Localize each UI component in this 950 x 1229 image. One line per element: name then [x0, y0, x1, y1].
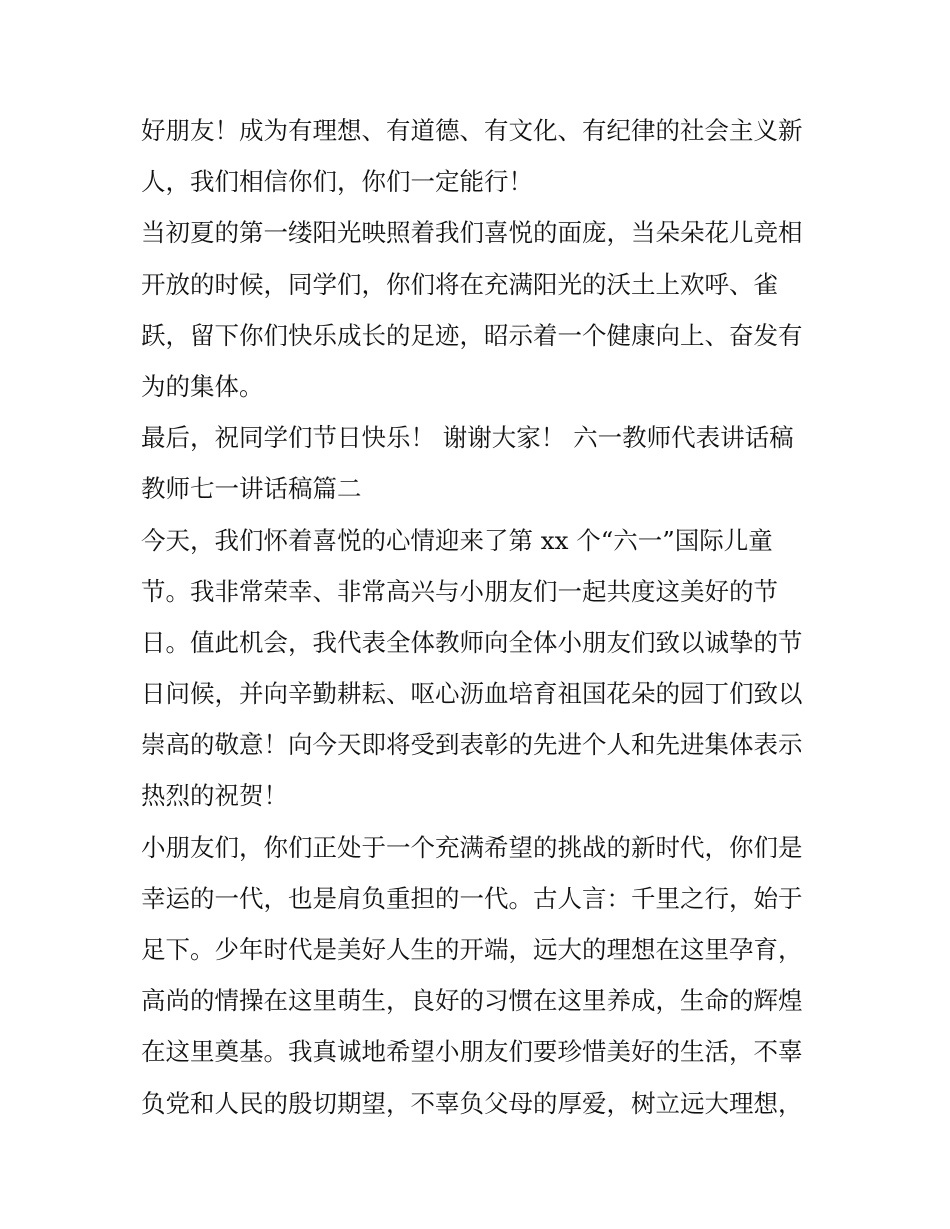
text-line-15: 小朋友们，你们正处于一个充满希望的挑战的新时代，你们是 [141, 832, 803, 862]
text-line-16: 幸运的一代，也是肩负重担的一代。古人言：千里之行，始于 [141, 883, 803, 913]
text-line-2: 人，我们相信你们，你们一定能行！ [141, 167, 533, 197]
body-text [141, 105, 821, 1129]
text-line-19: 在这里奠基。我真诚地希望小朋友们要珍惜美好的生活，不辜 [141, 1037, 803, 1067]
text-line-13: 崇高的敬意！向今天即将受到表彰的先进个人和先进集体表示 [141, 730, 803, 760]
text-line-8: 教师七一讲话稿篇二 [141, 474, 362, 504]
text-line-9: 今天，我们怀着喜悦的心情迎来了第 xx 个“六一”国际儿童 [141, 525, 773, 555]
text-line-6: 为的集体。 [141, 371, 264, 401]
text-line-11: 日。值此机会，我代表全体教师向全体小朋友们致以诚挚的节 [141, 627, 803, 657]
text-line-7: 最后，祝同学们节日快乐！ 谢谢大家！ 六一教师代表讲话稿 [141, 423, 794, 453]
text-line-3: 当初夏的第一缕阳光映照着我们喜悦的面庞，当朵朵花儿竞相 [141, 218, 803, 248]
text-line-1: 好朋友！成为有理想、有道德、有文化、有纪律的社会主义新 [141, 116, 803, 145]
text-line-20: 负党和人民的殷切期望，不辜负父母的厚爱，树立远大理想， [141, 1088, 803, 1118]
text-line-18: 高尚的情操在这里萌生，良好的习惯在这里养成，生命的辉煌 [141, 986, 803, 1016]
text-line-17: 足下。少年时代是美好人生的开端，远大的理想在这里孕育， [141, 935, 803, 964]
text-line-10: 节。我非常荣幸、非常高兴与小朋友们一起共度这美好的节 [141, 576, 778, 606]
text-line-14: 热烈的祝贺！ [141, 781, 288, 811]
text-line-5: 跃，留下你们快乐成长的足迹，昭示着一个健康向上、奋发有 [141, 320, 803, 350]
text-line-4: 开放的时候，同学们，你们将在充满阳光的沃土上欢呼、雀 [141, 269, 778, 299]
text-line-12: 日问候，并向辛勤耕耘、呕心沥血培育祖国花朵的园丁们致以 [141, 679, 803, 709]
